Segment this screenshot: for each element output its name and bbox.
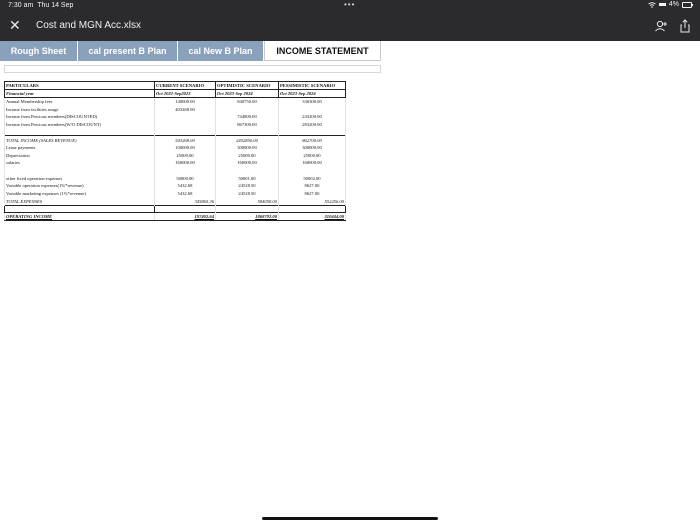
table-cell[interactable]: 25000.00 (216, 151, 279, 159)
empty-grid-row[interactable] (4, 65, 381, 73)
tab-cal-new-b-plan[interactable]: cal New B Plan (178, 41, 263, 61)
header-cell[interactable]: PARTICULARS (5, 82, 155, 90)
table-cell[interactable]: Income from Precious members(DISCOUNTED) (5, 113, 155, 121)
table-cell[interactable]: 8627.00 (279, 190, 346, 198)
table-row (5, 144, 346, 152)
table-cell[interactable] (216, 167, 279, 175)
table-cell[interactable]: 24528.50 (216, 182, 279, 190)
top-bar (0, 0, 700, 41)
table-cell[interactable]: 862700.00 (279, 136, 346, 144)
table-cell[interactable]: 8627.00 (279, 182, 346, 190)
table-cell[interactable]: 50002.00 (279, 174, 346, 182)
table-cell[interactable]: Variable marketing expenses (1%*revenue) (5, 190, 155, 198)
period-cell[interactable]: Oct 2023-Sep 2024 (216, 90, 279, 98)
table-cell[interactable]: 584058.00 (216, 197, 279, 205)
table-cell[interactable]: 840750.00 (216, 98, 279, 106)
table-cell[interactable]: 300000.00 (216, 144, 279, 152)
header-cell[interactable]: PESSIMISTIC SCENARIO (279, 82, 346, 90)
table-cell[interactable] (155, 205, 216, 213)
operating-income-row (5, 213, 346, 221)
table-cell[interactable]: Annual Membership fees (5, 98, 155, 106)
table-cell[interactable]: 543268.00 (155, 136, 216, 144)
table-cell[interactable] (216, 105, 279, 113)
period-cell[interactable]: Oct 2023-Sep 2024 (279, 90, 346, 98)
table-row (5, 197, 346, 205)
add-person-icon[interactable] (654, 19, 668, 33)
table-cell[interactable]: 403268.00 (155, 105, 216, 113)
table-header-row (5, 82, 346, 90)
table-cell[interactable]: 300000.00 (279, 144, 346, 152)
table-cell[interactable] (5, 167, 155, 175)
table-row (5, 167, 346, 175)
table-row (5, 159, 346, 167)
table-cell[interactable] (155, 128, 216, 136)
table-cell[interactable]: 160000.00 (216, 159, 279, 167)
table-cell[interactable]: 160000.00 (155, 159, 216, 167)
document-title: Cost and MGN Acc.xlsx (36, 20, 142, 31)
table-cell[interactable]: 283200.00 (279, 121, 346, 129)
table-cell[interactable]: 5432.68 (155, 182, 216, 190)
table-row (5, 136, 346, 144)
table-cell[interactable]: 243200.00 (279, 113, 346, 121)
table-cell[interactable]: TOTAL EXPENSES (5, 197, 155, 205)
table-cell[interactable]: Lease payments (5, 144, 155, 152)
table-period-row (5, 90, 346, 98)
table-cell[interactable]: other fixed operation expenses (5, 174, 155, 182)
table-row (5, 128, 346, 136)
table-row (5, 205, 346, 213)
header-cell[interactable]: OPTIMISTIC SCENARIO (216, 82, 279, 90)
table-row (5, 113, 346, 121)
table-cell[interactable] (279, 128, 346, 136)
signal-icon (659, 2, 666, 7)
multitasking-dots[interactable]: ••• (344, 0, 356, 9)
table-cell[interactable]: salaries (5, 159, 155, 167)
period-cell[interactable]: Oct 2022-Sep2023 (155, 90, 216, 98)
table-cell[interactable] (216, 128, 279, 136)
table-cell[interactable]: 140000.00 (155, 98, 216, 106)
table-cell[interactable]: 160000.00 (279, 159, 346, 167)
table-row (5, 151, 346, 159)
period-cell[interactable]: Financial year (5, 90, 155, 98)
table-cell[interactable] (216, 205, 279, 213)
table-row (5, 121, 346, 129)
table-row (5, 105, 346, 113)
table-row (5, 174, 346, 182)
table-cell[interactable] (155, 121, 216, 129)
table-cell[interactable]: 100000.00 (155, 144, 216, 152)
table-cell[interactable]: Income from Precious members(W/O DISCOUNT) (5, 121, 155, 129)
share-icon[interactable] (678, 19, 692, 33)
table-row (5, 98, 346, 106)
table-cell[interactable] (279, 105, 346, 113)
table-cell[interactable]: 2452850.00 (216, 136, 279, 144)
tab-cal-present-b-plan[interactable]: cal present B Plan (78, 41, 177, 61)
table-cell[interactable]: 25000.00 (279, 151, 346, 159)
tab-income-statement[interactable]: INCOME STATEMENT (264, 41, 381, 61)
table-cell[interactable]: Depreciation (5, 151, 155, 159)
battery-icon (682, 2, 692, 8)
table-cell[interactable]: 197402.64 (155, 213, 216, 221)
close-icon[interactable]: ✕ (9, 17, 21, 33)
table-cell[interactable]: 336300.00 (279, 98, 346, 106)
table-cell[interactable]: 24528.50 (216, 190, 279, 198)
table-cell[interactable] (155, 113, 216, 121)
table-cell[interactable] (279, 167, 346, 175)
table-cell[interactable]: 345865.36 (155, 197, 216, 205)
table-cell[interactable]: 310444.00 (279, 213, 346, 221)
wifi-icon (648, 2, 656, 8)
status-time-text: 7:30 am (8, 2, 34, 9)
table-cell[interactable]: 552256.00 (279, 197, 346, 205)
table-cell[interactable]: 25000.00 (155, 151, 216, 159)
table-cell[interactable]: 867300.00 (216, 121, 279, 129)
table-cell[interactable] (279, 205, 346, 213)
battery-percent: 4% (668, 1, 679, 8)
table-cell[interactable]: TOTAL INCOME (SALES REVENUE) (5, 136, 155, 144)
table-row (5, 182, 346, 190)
income-statement-table[interactable] (4, 81, 346, 221)
table-cell[interactable] (155, 167, 216, 175)
table-cell[interactable]: 50001.00 (216, 174, 279, 182)
table-cell[interactable] (5, 128, 155, 136)
status-right (648, 1, 692, 8)
table-cell[interactable]: Variable operation expenses(1%*revenue) (5, 182, 155, 190)
table-row (5, 190, 346, 198)
spreadsheet-area[interactable] (4, 65, 381, 221)
home-indicator[interactable] (262, 517, 438, 520)
table-cell[interactable]: OPERATING INCOME (5, 213, 155, 221)
table-cell[interactable]: 50000.00 (155, 174, 216, 182)
table-cell[interactable]: 744800.00 (216, 113, 279, 121)
status-time (8, 2, 73, 9)
table-cell[interactable]: 5432.68 (155, 190, 216, 198)
table-cell[interactable] (5, 205, 155, 213)
table-cell[interactable]: Income from facilities usage (5, 105, 155, 113)
tab-rough-sheet[interactable]: Rough Sheet (0, 41, 77, 61)
status-date-text: Thu 14 Sep (37, 2, 74, 9)
table-cell[interactable]: 1868792.00 (216, 213, 279, 221)
header-cell[interactable]: CURRENT SCENARIO (155, 82, 216, 90)
